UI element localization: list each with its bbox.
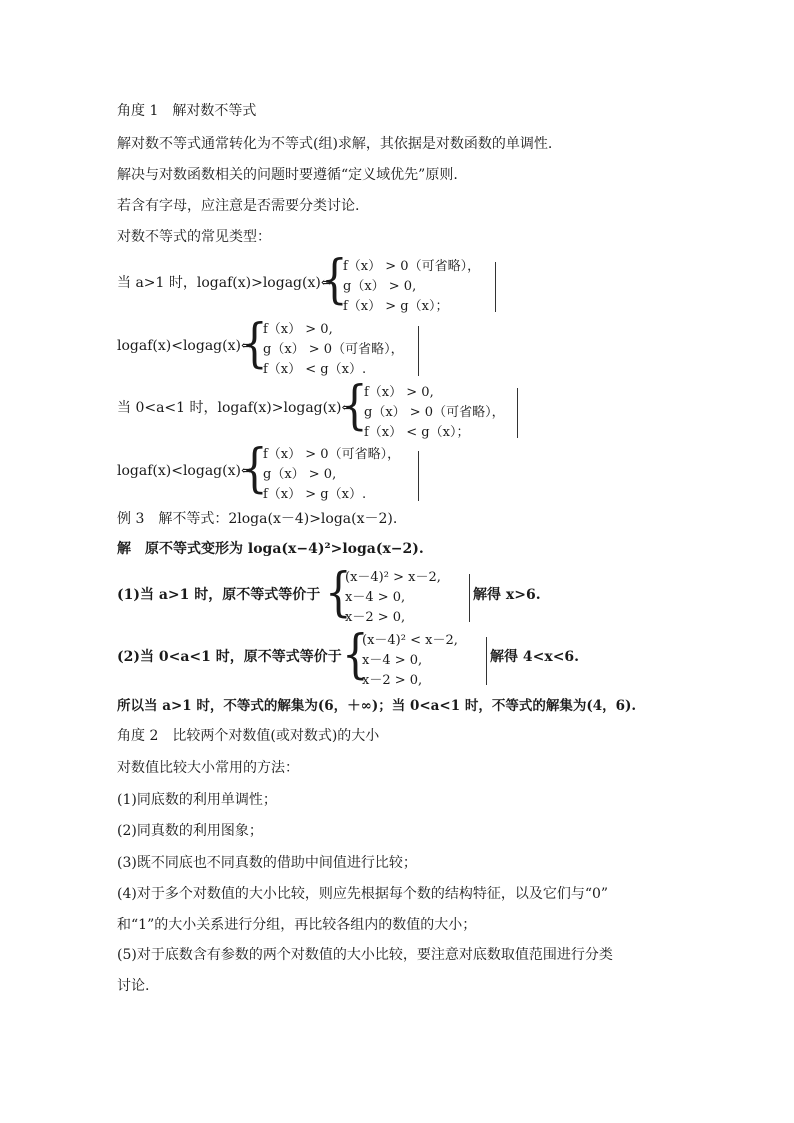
case-4-row-3: f（x） > g（x）.: [263, 487, 367, 502]
case-2-row-1: f（x） > 0,: [263, 322, 333, 337]
solution-1-row-1: (x－4)² > x－2,: [345, 570, 441, 585]
solution-intro: 解 原不等式变形为 loga(x−4)²>loga(x−2).: [117, 541, 424, 557]
case-3-row-2: g（x） > 0（可省略），: [364, 405, 505, 420]
case-4-right-bar: [418, 451, 419, 501]
case-3-row-1: f（x） > 0,: [364, 385, 434, 400]
solution-2-right-bar: [486, 637, 487, 685]
case-2-right-bar: [418, 326, 419, 376]
case-4-row-2: g（x） > 0,: [263, 467, 337, 482]
case-2-brace: {: [241, 312, 268, 374]
method-1: (1)同底数的利用单调性；: [117, 792, 277, 808]
paragraph-4: 对数不等式的常见类型：: [117, 229, 271, 245]
solution-1-brace: {: [325, 561, 352, 623]
method-5-line-2: 讨论.: [117, 978, 150, 994]
method-4-line-1: (4)对于多个对数值的大小比较，则应先根据每个数的结构特征，以及它们与“0”: [117, 886, 609, 902]
case-1-brace: {: [321, 248, 348, 310]
paragraph-3: 若含有字母，应注意是否需要分类讨论.: [117, 198, 360, 214]
solution-1-row-3: x－2 > 0,: [345, 610, 406, 625]
case-3-lead: 当 0<a<1 时，logaf(x)>logag(x)⇔: [117, 400, 354, 416]
solution-2-row-3: x－2 > 0,: [362, 673, 423, 688]
solution-2-lead: (2)当 0<a<1 时，原不等式等价于: [117, 649, 342, 665]
solution-2-row-1: (x－4)² < x－2,: [362, 633, 458, 648]
solution-1-row-2: x－4 > 0,: [345, 590, 406, 605]
case-2-row-3: f（x） < g（x）.: [263, 362, 367, 377]
method-2: (2)同真数的利用图象；: [117, 823, 263, 839]
case-1-row-3: f（x） > g（x）；: [343, 299, 449, 314]
case-4-brace: {: [241, 437, 268, 499]
paragraph-1: 解对数不等式通常转化为不等式(组)求解，其依据是对数函数的单调性.: [117, 136, 553, 152]
solution-2-result: 解得 4<x<6.: [490, 649, 580, 665]
heading-angle-2: 角度 2 比较两个对数值(或对数式)的大小: [117, 728, 380, 744]
heading-angle-1: 角度 1 解对数不等式: [117, 103, 257, 119]
method-3: (3)既不同底也不同真数的借助中间值进行比较；: [117, 855, 417, 871]
case-1-lead: 当 a>1 时，logaf(x)>logag(x)⇔: [117, 275, 333, 291]
case-1-row-1: f（x） > 0（可省略），: [343, 259, 481, 274]
method-intro: 对数值比较大小常用的方法：: [117, 760, 299, 776]
solution-1-right-bar: [469, 574, 470, 622]
solution-1-result: 解得 x>6.: [473, 587, 541, 603]
conclusion: 所以当 a>1 时，不等式的解集为(6，＋∞)；当 0<a<1 时，不等式的解集为(4，6).: [117, 698, 637, 714]
case-4-row-1: f（x） > 0（可省略），: [263, 447, 401, 462]
case-2-row-2: g（x） > 0（可省略），: [263, 342, 404, 357]
solution-1-lead: (1)当 a>1 时，原不等式等价于: [117, 587, 321, 603]
case-3-right-bar: [517, 388, 518, 438]
case-4-lead: logaf(x)<logag(x)⇔: [117, 463, 253, 479]
case-1-right-bar: [495, 262, 496, 312]
method-4-line-2: 和“1”的大小关系进行分组，再比较各组内的数值的大小；: [117, 917, 477, 933]
method-5-line-1: (5)对于底数含有参数的两个对数值的大小比较，要注意对底数取值范围进行分类: [117, 947, 613, 963]
case-1-row-2: g（x） > 0,: [343, 279, 417, 294]
example-3: 例 3 解不等式：2loga(x－4)>loga(x－2).: [117, 511, 398, 527]
case-2-lead: logaf(x)<logag(x)⇔: [117, 338, 253, 354]
case-3-row-3: f（x） < g（x）；: [364, 425, 470, 440]
paragraph-2: 解决与对数函数相关的问题时要遵循“定义域优先”原则.: [117, 167, 458, 183]
case-3-brace: {: [341, 374, 368, 436]
solution-2-row-2: x－4 > 0,: [362, 653, 423, 668]
solution-2-brace: {: [342, 623, 369, 685]
